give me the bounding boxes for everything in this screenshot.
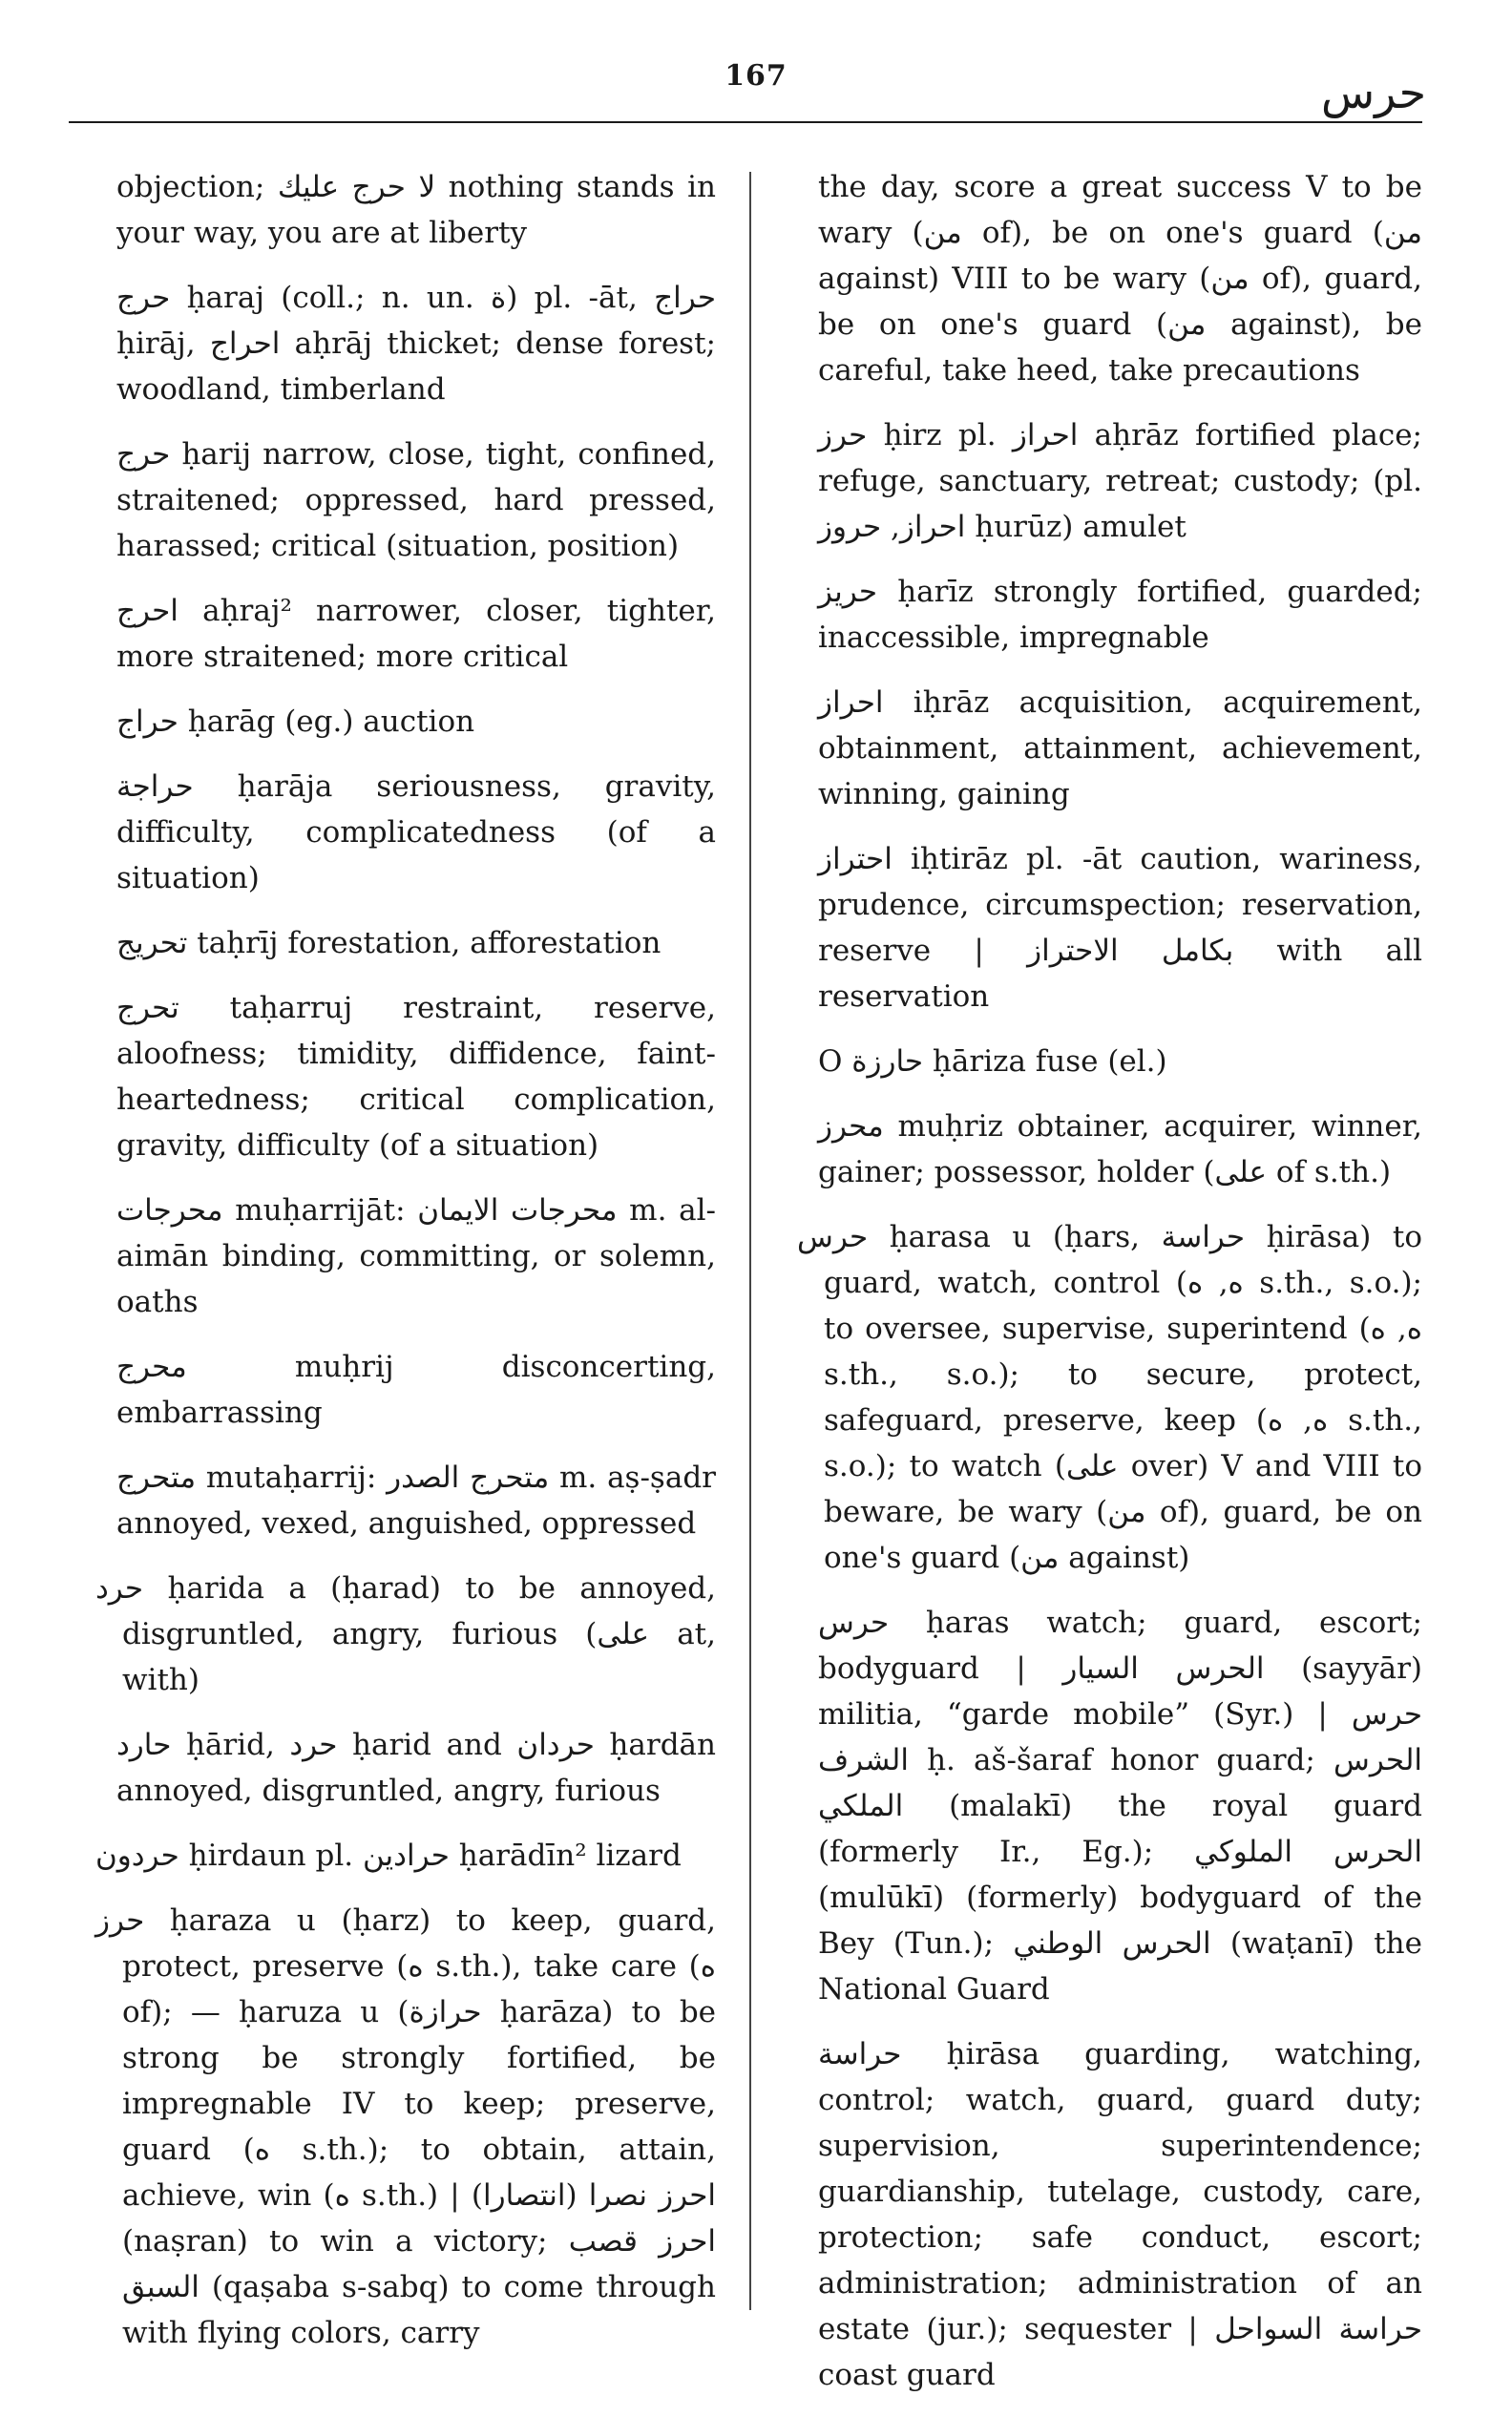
dictionary-entry: حرس ḥarasa u (ḥars, حراسة ḥirāsa) to guard, watch, control (ه, ه s.th., s.o.); to oversee, supervise, superintend (ه, ه s.th., s.o.); to secure, protect, safeguard, preserve, keep (ه, ه s.th., s.o.); to watch (على over) V and VIII to beware, be wary (من of), guard, be on one's guard (من against) — [797, 1220, 1423, 1575]
dictionary-entry: حرس ḥaras watch; guard, escort; bodyguard | الحرس السيار (sayyār) militia, “garde mobile” (Syr.) | حرس الشرف ḥ. aš-šaraf honor guard; الحرس الملكي (malakī) the royal guard (formerly Ir., Eg.); الحرس الملوكي (mulūkī) (formerly) bodyguard of the Bey (Tun.); الحرس الوطني (waṭanī) the National Guard — [818, 1606, 1422, 2007]
running-headword: حرس — [1321, 67, 1426, 118]
dictionary-entry: objection; لا حرج عليك nothing stands in your way, you are at liberty — [116, 170, 716, 250]
dictionary-entry: احراز iḥrāz acquisition, acquirement, obtainment, attainment, achievement, winning, gaining — [818, 685, 1422, 811]
dictionary-entry: محرز muḥriz obtainer, acquirer, winner, gainer; possessor, holder (على of s.th.) — [818, 1109, 1422, 1189]
dictionary-entry: محرج muḥrij disconcerting, embarrassing — [116, 1350, 716, 1430]
dictionary-entry: حراجة ḥarāja seriousness, gravity, difficulty, complicatedness (of a situation) — [116, 769, 716, 895]
dictionary-entry: حرز ḥaraza u (ḥarz) to keep, guard, protect, preserve (ه s.th.), take care (ه of); — ḥaruza u (حرازة ḥarāza) to be strong be strongly fortified, be impregnable IV to keep; preserve, guard (ه s.th.); to obtain, attain, achieve, win (ه s.th.) | احرز نصرا (انتصارا) (naṣran) to win a victory; احرز قصب السبق (qaṣaba s-sabq) to come through with flying colors, carry — [95, 1903, 717, 2350]
dictionary-entry: حرد ḥarida a (ḥarad) to be annoyed, disgruntled, angry, furious (على at, with) — [95, 1571, 716, 1697]
dictionary-entry: احرج aḥraj² narrower, closer, tighter, more straitened; more critical — [116, 594, 716, 674]
dictionary-entry: حرج ḥaraj (coll.; n. un. ة) pl. -āt, حراج ḥirāj, احراج aḥrāj thicket; dense forest; woodland, timberland — [116, 281, 717, 407]
dictionary-entry: متحرج mutaḥarrij: متحرج الصدر m. aṣ-ṣadr annoyed, vexed, anguished, oppressed — [116, 1461, 716, 1541]
dictionary-entry: حرج ḥarij narrow, close, tight, confined, straitened; oppressed, hard pressed, harassed; critical (situation, position) — [116, 437, 716, 563]
dictionary-entry: احتراز iḥtirāz pl. -āt caution, wariness, prudence, circumspection; reservation, reserve | بكامل الاحتراز with all reservation — [818, 842, 1422, 1014]
dictionary-entry: حرز ḥirz pl. احراز aḥrāz fortified place; refuge, sanctuary, retreat; custody; (pl. احراز, حروز ḥurūz) amulet — [818, 418, 1422, 544]
left-column — [95, 164, 716, 2375]
header-rule — [69, 121, 1422, 123]
dictionary-entry: محرجات muḥarrijāt: محرجات الايمان m. al-aimān binding, committing, or solemn, oaths — [116, 1193, 716, 1319]
dictionary-entry: the day, score a great success V to be wary (من of), be on one's guard (من against) VIII to be wary (من of), guard, be on one's guard (من against), be careful, take heed, take precautions — [818, 170, 1423, 388]
dictionary-entry: حردون ḥirdaun pl. حرادين ḥarādīn² lizard — [95, 1839, 682, 1873]
dictionary-entry: حريز ḥarīz strongly fortified, guarded; inaccessible, impregnable — [818, 575, 1422, 655]
dictionary-entry: حراسة ḥirāsa guarding, watching, control; watch, guard, guard duty; supervision, superintendence; guardianship, tutelage, custody, care, protection; safe conduct, escort; administration; administration of an estate (jur.); sequester | حراسة السواحل coast guard — [818, 2037, 1422, 2392]
dictionary-entry: حراج ḥarāg (eg.) auction — [116, 704, 475, 739]
dictionary-entry: تحريج taḥrīj forestation, afforestation — [116, 926, 662, 960]
dictionary-entry: حارد ḥārid, حرد ḥarid and حردان ḥardān annoyed, disgruntled, angry, furious — [116, 1728, 716, 1808]
dictionary-entry: O حارزة ḥāriza fuse (el.) — [818, 1044, 1167, 1079]
page-number: 167 — [724, 59, 788, 93]
right-column — [797, 164, 1422, 2417]
dictionary-entry: تحرج taḥarruj restraint, reserve, aloofness; timidity, diffidence, faint-heartedness; critical complication, gravity, difficulty (of a situation) — [116, 991, 716, 1163]
column-divider — [749, 172, 751, 2310]
